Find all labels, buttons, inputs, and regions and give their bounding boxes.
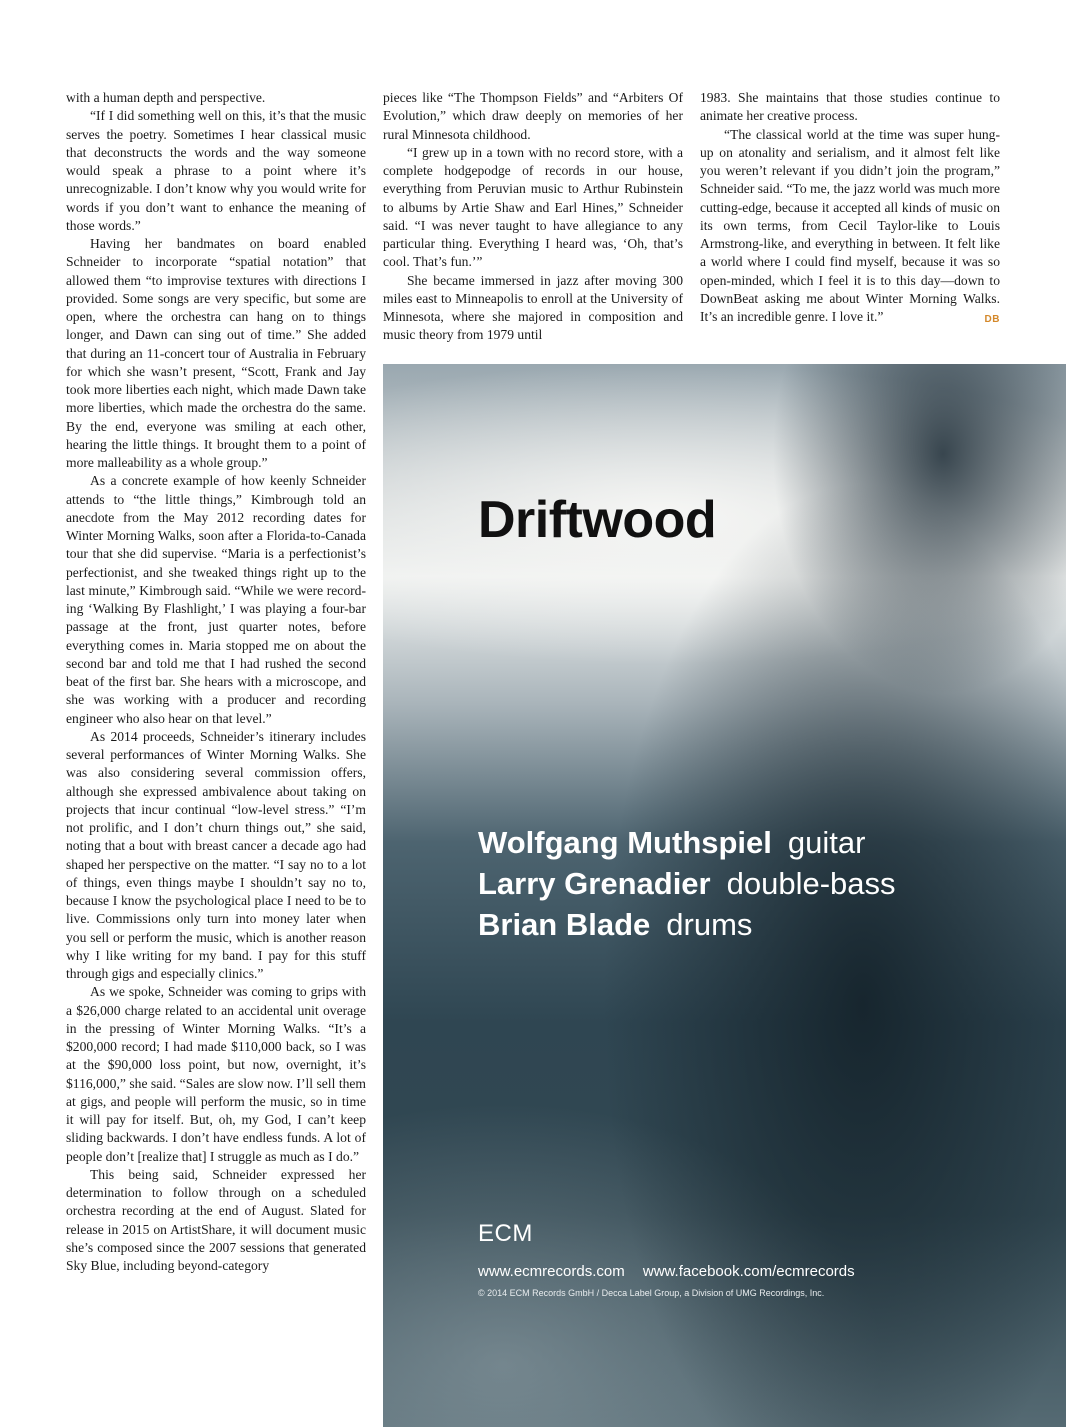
article-paragraph: 1983. She maintains that those studies continue to animate her creative process.: [700, 90, 1000, 124]
article-paragraph: This being said, Schneider expressed her determination to follow through on a scheduled orchestra recording at the end of August. Slated for release in 2015 on ArtistShare, it will document music she’s composed since the 2007 sessions that generated Sky Blue, including beyond-category: [66, 1166, 366, 1273]
article-paragraph: As we spoke, Schneider was coming to grips with a $26,000 charge related to an accidental unit overage in the pressing of Winter Morning Walks. “It’s a $200,000 record; I had made $110,000 back, so I was at the $90,000 loss point, but now, overnight, it’s $116,000,” she said. “Sales are slow now. I’ll sell them at gigs, and people will perform the music, so in time it will pay for itself. But, oh, my God, I can’t keep sliding backwards. I don’t have endless funds. A lot of people don’t [realize that] I struggle as much as I do.”: [66, 984, 366, 1164]
end-mark: DB: [984, 314, 1000, 325]
website-link[interactable]: www.ecmrecords.com: [478, 1263, 625, 1280]
article-paragraph: “If I did something well on this, it’s that the music serves the poetry. Sometimes I hear classical music that deconstructs the words and the way someone would speak a phrase to a point where it’s unrecognizable. I don’t know why you would write for words if you don’t want to enhance the meaning of those words.”: [66, 108, 366, 233]
musician-name: Larry Grenadier: [478, 866, 711, 901]
article-paragraph: As 2014 proceeds, Schneider’s itinerary includes several performances of Winter Morning Walks. She was also considering several commission offers, although she expressed ambivalence about taking on projects that incur continual “low-level stress.” “I’m not prolific, and I don’t churn things out,” she said, noting that a bout with breast cancer a decade ago had shaped her perspective on the matter. “I say no to a lot of things, even things maybe I shouldn’t say no to, because I know the psychological place I need to be to live. Commissions only turn into money later when you sell or perform the music, which is another reason why I like writing for my band. I pay for this stuff through gigs and especially clinics.”: [66, 728, 366, 981]
album-advertisement: [383, 364, 1066, 1427]
musician-instrument: drums: [666, 907, 753, 942]
article-column-1: [66, 89, 366, 1275]
article-paragraph: She became immersed in jazz after moving 300 miles east to Minneapolis to enroll at the University of Minnesota, where she majored in composition and music theory from 1979 until: [383, 272, 683, 343]
article-paragraph: pieces like “The Thompson Fields” and “Arbiters Of Evolution,” which draw deeply on memories of her rural Minnesota childhood.: [383, 90, 683, 142]
musician-instrument: double-bass: [726, 866, 896, 901]
article-paragraph: “I grew up in a town with no record store, with a complete hodgepodge of records in our house, everything from Peruvian music to Arthur Rubinstein to albums by Artie Shaw and Earl Hines,” Schneider said. “I was never taught to have allegiance to any particular thing. Everything I heard was, ‘Oh, that’s cool. That’s fun.’”: [383, 144, 683, 270]
musician-instrument: guitar: [787, 825, 866, 860]
article-paragraph-text: “The classical world at the time was super hung-up on atonality and serialism, and it almost felt like you weren’t relevant if you didn’t join the program,” Schneider said. “To me, the jazz world was much more cutting-edge, because it accepted all kinds of music on its own terms, from Cecil Taylor-like to Louis Armstrong-like, and everything in between. It felt like a world where I could find myself, because it was so open-minded, which I feel it is to this day—down to DownBeat asking me about Winter Morning Walks. It’s an incredible genre. I love it.”: [700, 126, 1000, 324]
credit-line: [478, 863, 896, 904]
credit-line: [478, 822, 896, 863]
album-credits: [478, 822, 896, 945]
credit-line: [478, 904, 896, 945]
article-column-3: [700, 89, 1000, 329]
article-paragraph: Having her bandmates on board enabled Schneider to incorporate “spatial notation” that allowed them “to improvise textures with directions I provided. Some songs are very specific, but some are open, where the orchestra can hang on to things longer, and Dawn can sing out of time.” She added that during an 11-concert tour of Australia in February for which she wasn’t present, “Scott, Frank and Jay took more liberties each night, which made Dawn take more liberties, which made the orchestra do the same. By the end, everyone was smiling at each other, hearing the little things. It brought them to a point of more malleability as a whole group.”: [66, 236, 366, 470]
article-column-2: [383, 89, 683, 345]
musician-name: Wolfgang Muthspiel: [478, 825, 772, 860]
facebook-link[interactable]: www.facebook.com/ecmrecords: [642, 1263, 855, 1280]
musician-name: Brian Blade: [478, 907, 651, 942]
record-label: ECM: [478, 1220, 533, 1247]
article-paragraph: with a human depth and perspective.: [66, 90, 266, 105]
copyright-notice: © 2014 ECM Records GmbH / Decca Label Group, a Division of UMG Recordings, Inc.: [478, 1288, 825, 1298]
article-paragraph: [700, 126, 1000, 327]
article-paragraph: As a concrete example of how keenly Schneider attends to “the little things,” Kimbrough told an anecdote from the May 2012 recording dates for Winter Morning Walks, soon after a Florida-to-Canada tour that she did supervise. “Maria is a perfectionist’s perfectionist, and she tweaked things right up to the last minute,” Kimbrough said. “While we were recording ‘Walking By Flashlight,’ I was playing a four-bar passage at the front, just quarter notes, before everything comes in. Maria stopped me on about the second bar and told me that I had rushed the second beat of the first bar. She hears with a microscope, and she was working with a producer and recording engineer who also hear on that level.”: [66, 473, 366, 726]
ad-links: [478, 1263, 855, 1280]
album-title: Driftwood: [478, 491, 717, 549]
